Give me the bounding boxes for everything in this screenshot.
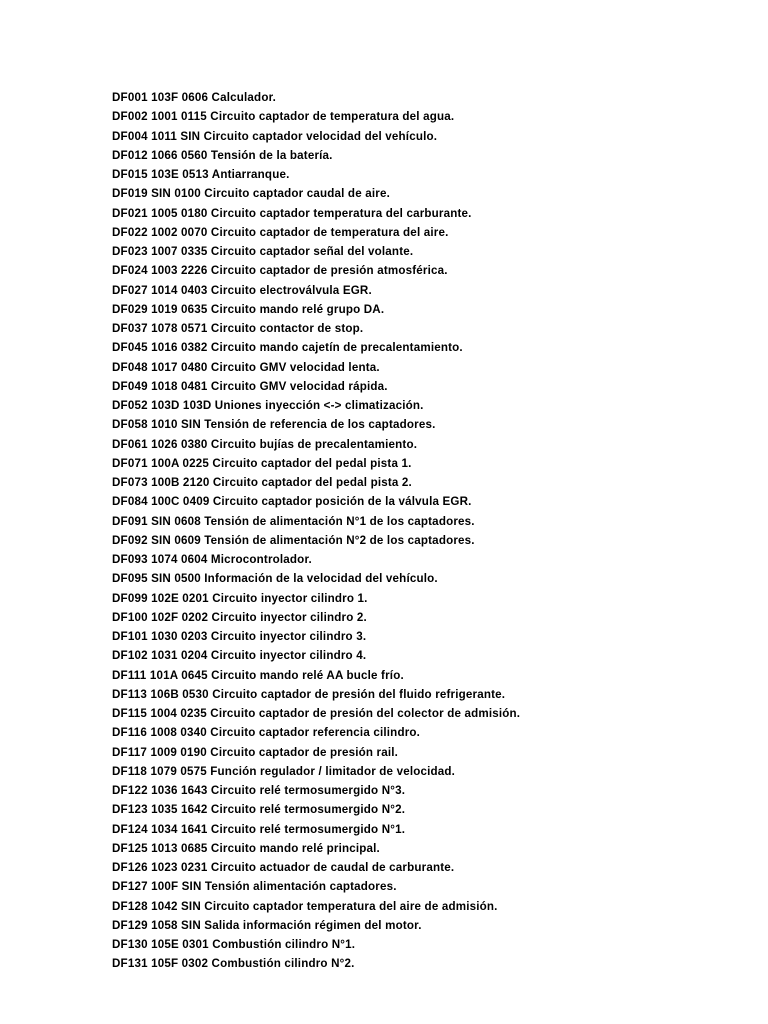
fault-code-line: DF130 105E 0301 Combustión cilindro N°1. xyxy=(112,938,356,951)
fault-code-line: DF111 101A 0645 Circuito mando relé AA bucle frío. xyxy=(112,668,404,682)
fault-code-line: DF093 1074 0604 Microcontrolador. xyxy=(112,553,312,566)
fault-code-line: DF004 1011 SIN Circuito captador velocidad del vehículo. xyxy=(112,129,438,143)
fault-code-line: DF073 100B 2120 Circuito captador del pedal pista 2. xyxy=(112,476,412,489)
fault-code-list xyxy=(112,88,756,974)
fault-code-line: DF058 1010 SIN Tensión de referencia de los captadores. xyxy=(112,418,436,432)
fault-code-line: DF021 1005 0180 Circuito captador temperatura del carburante. xyxy=(112,206,472,220)
fault-code-line: DF024 1003 2226 Circuito captador de presión atmosférica. xyxy=(112,264,448,278)
fault-code-line: DF102 1031 0204 Circuito inyector cilindro 4. xyxy=(112,649,367,663)
fault-code-line: DF052 103D 103D Uniones inyección <-> climatización. xyxy=(112,399,424,412)
fault-code-line: DF127 100F SIN Tensión alimentación captadores. xyxy=(112,880,397,894)
fault-code-line: DF048 1017 0480 Circuito GMV velocidad lenta. xyxy=(112,360,380,374)
fault-code-line: DF002 1001 0115 Circuito captador de temperatura del agua. xyxy=(112,110,455,124)
fault-code-line: DF037 1078 0571 Circuito contactor de stop. xyxy=(112,322,364,335)
fault-code-line: DF118 1079 0575 Función regulador / limitador de velocidad. xyxy=(112,764,456,778)
fault-code-line: DF015 103E 0513 Antiarranque. xyxy=(112,168,290,181)
fault-code-line: DF095 SIN 0500 Información de la velocidad del vehículo. xyxy=(112,572,438,586)
fault-code-line: DF115 1004 0235 Circuito captador de presión del colector de admisión. xyxy=(112,707,521,720)
fault-code-line: DF101 1030 0203 Circuito inyector cilindro 3. xyxy=(112,630,367,643)
fault-code-line: DF100 102F 0202 Circuito inyector cilindro 2. xyxy=(112,610,367,624)
fault-code-line: DF124 1034 1641 Circuito relé termosumergido N°1. xyxy=(112,822,406,836)
fault-code-line: DF113 106B 0530 Circuito captador de presión del fluido refrigerante. xyxy=(112,687,506,701)
fault-code-line: DF071 100A 0225 Circuito captador del pedal pista 1. xyxy=(112,456,412,470)
fault-code-line: DF099 102E 0201 Circuito inyector cilindro 1. xyxy=(112,591,368,605)
fault-code-line: DF116 1008 0340 Circuito captador referencia cilindro. xyxy=(112,726,421,740)
fault-code-line: DF123 1035 1642 Circuito relé termosumergido N°2. xyxy=(112,803,406,817)
fault-code-line: DF091 SIN 0608 Tensión de alimentación N°1 de los captadores. xyxy=(112,514,475,528)
fault-code-line: DF029 1019 0635 Circuito mando relé grupo DA. xyxy=(112,302,385,316)
fault-code-line: DF131 105F 0302 Combustión cilindro N°2. xyxy=(112,957,355,971)
fault-code-line: DF049 1018 0481 Circuito GMV velocidad rápida. xyxy=(112,379,388,393)
fault-code-line: DF045 1016 0382 Circuito mando cajetín de precalentamiento. xyxy=(112,341,463,355)
fault-code-line: DF027 1014 0403 Circuito electroválvula EGR. xyxy=(112,283,372,297)
fault-code-line: DF129 1058 SIN Salida información régimen del motor. xyxy=(112,918,422,932)
fault-code-line: DF092 SIN 0609 Tensión de alimentación N°2 de los captadores. xyxy=(112,533,475,547)
fault-code-line: DF023 1007 0335 Circuito captador señal del volante. xyxy=(112,245,414,258)
fault-code-line: DF022 1002 0070 Circuito captador de temperatura del aire. xyxy=(112,225,449,239)
fault-code-line: DF061 1026 0380 Circuito bujías de precalentamiento. xyxy=(112,437,418,451)
fault-code-line: DF019 SIN 0100 Circuito captador caudal de aire. xyxy=(112,187,390,201)
fault-code-line: DF126 1023 0231 Circuito actuador de caudal de carburante. xyxy=(112,861,455,874)
fault-code-line: DF128 1042 SIN Circuito captador temperatura del aire de admisión. xyxy=(112,899,498,913)
fault-code-line: DF001 103F 0606 Calculador. xyxy=(112,91,277,104)
fault-code-line: DF084 100C 0409 Circuito captador posición de la válvula EGR. xyxy=(112,495,472,509)
fault-code-line: DF117 1009 0190 Circuito captador de presión rail. xyxy=(112,745,399,759)
fault-code-line: DF012 1066 0560 Tensión de la batería. xyxy=(112,148,333,162)
fault-code-line: DF122 1036 1643 Circuito relé termosumergido N°3. xyxy=(112,784,406,797)
fault-code-line: DF125 1013 0685 Circuito mando relé principal. xyxy=(112,841,380,855)
